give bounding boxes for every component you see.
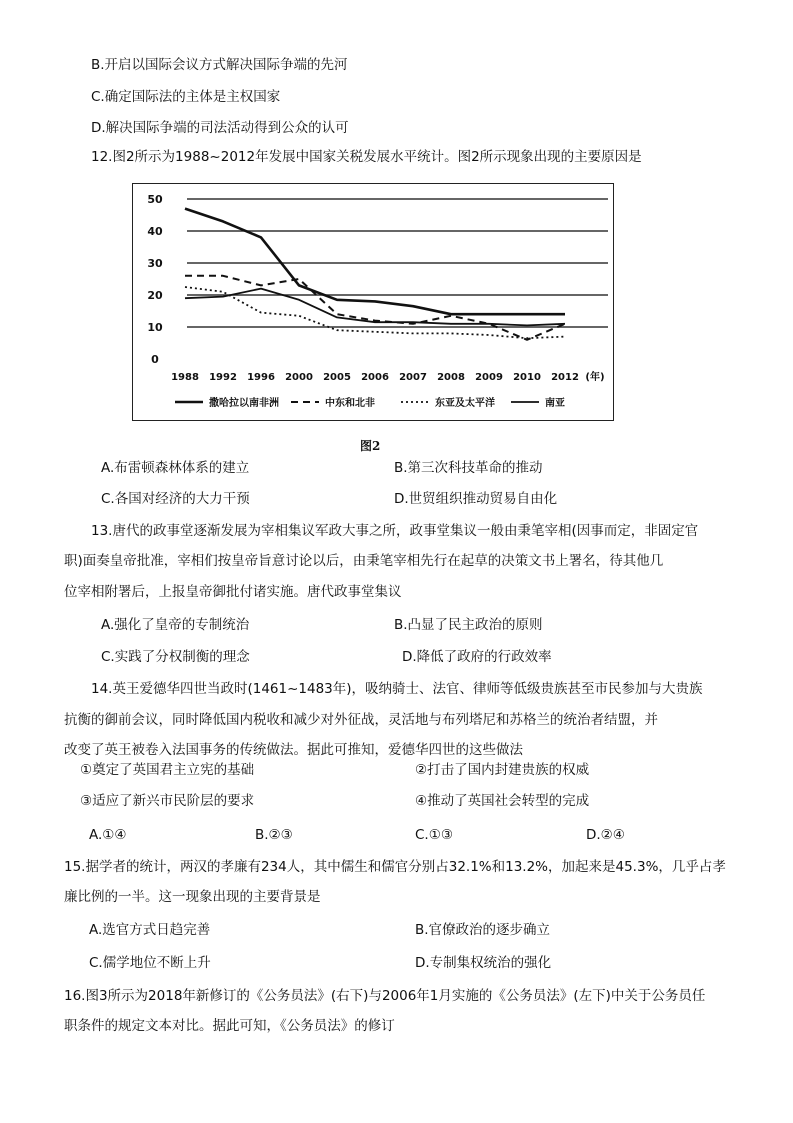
q14-option-c: C.①③ [415, 827, 453, 843]
x-tick-label: 2006 [361, 372, 389, 383]
q13-stem-line2: 职)面奏皇帝批准，宰相们按皇帝旨意讨论以后，由秉笔宰相先行在起草的决策文书上署名，待其他几 [64, 553, 664, 569]
q14-stem-line1: 14.英王爱德华四世当政时(1461~1483年)，吸纳骑士、法官、律师等低级贵族甚至市民参加与大贵族 [91, 681, 703, 697]
x-tick-label: 2008 [437, 372, 465, 383]
q15-option-c: C.儒学地位不断上升 [89, 955, 211, 971]
y-tick-label: 30 [147, 257, 163, 270]
q13-stem-line1: 13.唐代的政事堂逐渐发展为宰相集议军政大事之所，政事堂集议一般由秉笔宰相(因事而定，非固定官 [91, 523, 699, 539]
x-tick-label: 2005 [323, 372, 351, 383]
q11-option-d: D.解决国际争端的司法活动得到公众的认可 [91, 120, 349, 136]
q15-option-a: A.选官方式日趋完善 [89, 922, 211, 938]
q13-option-d: D.降低了政府的行政效率 [402, 649, 552, 665]
q13-option-a: A.强化了皇帝的专制统治 [101, 617, 250, 633]
x-tick-label: 2010 [513, 372, 541, 383]
q12-option-c: C.各国对经济的大力干预 [101, 491, 250, 507]
q11-option-c: C.确定国际法的主体是主权国家 [91, 89, 281, 105]
q14-option-b: B.②③ [255, 827, 293, 843]
q15-option-b: B.官僚政治的逐步确立 [415, 922, 551, 938]
legend-label: 南亚 [545, 398, 565, 409]
chart-canvas [133, 184, 612, 419]
figure-caption: 图2 [360, 439, 381, 453]
q14-stem-line2: 抗衡的御前会议，同时降低国内税收和减少对外征战，灵活地与布列塔尼和苏格兰的统治者结盟，并 [64, 712, 658, 728]
x-axis-unit: (年) [585, 372, 605, 383]
q14-statement-3: ③适应了新兴市民阶层的要求 [80, 793, 255, 809]
q11-option-b: B.开启以国际会议方式解决国际争端的先河 [91, 57, 348, 73]
q12-option-a: A.布雷顿森林体系的建立 [101, 460, 250, 476]
q15-stem-line2: 廉比例的一半。这一现象出现的主要背景是 [64, 889, 321, 905]
q14-statement-2: ②打击了国内封建贵族的权威 [415, 762, 590, 778]
x-tick-label: 1996 [247, 372, 275, 383]
series-line-1 [185, 276, 565, 340]
q14-statement-1: ①奠定了英国君主立宪的基础 [80, 762, 255, 778]
x-tick-label: 1992 [209, 372, 237, 383]
y-tick-label: 20 [147, 289, 163, 302]
q16-stem-line1: 16.图3所示为2018年新修订的《公务员法》(右下)与2006年1月实施的《公务员法》(左下)中关于公务员任 [64, 988, 706, 1004]
q13-option-b: B.凸显了民主政治的原则 [394, 617, 543, 633]
q14-stem-line3: 改变了英王被卷入法国事务的传统做法。据此可推知，爱德华四世的这些做法 [64, 742, 523, 758]
tariff-line-chart [132, 183, 614, 421]
legend-label: 东亚及太平洋 [435, 398, 495, 409]
q12-stem: 12.图2所示为1988~2012年发展中国家关税发展水平统计。图2所示现象出现的主要原因是 [91, 149, 642, 165]
x-tick-label: 2000 [285, 372, 313, 383]
y-tick-label: 50 [147, 193, 163, 206]
x-tick-label: 2007 [399, 372, 427, 383]
q12-option-d: D.世贸组织推动贸易自由化 [394, 491, 558, 507]
y-tick-label: 40 [147, 225, 163, 238]
y-tick-label: 0 [151, 353, 159, 366]
legend-label: 中东和北非 [325, 398, 375, 409]
q14-option-d: D.②④ [586, 827, 625, 843]
q13-option-c: C.实践了分权制衡的理念 [101, 649, 250, 665]
q14-statement-4: ④推动了英国社会转型的完成 [415, 793, 590, 809]
x-tick-label: 2012 [551, 372, 579, 383]
x-tick-label: 2009 [475, 372, 503, 383]
x-tick-label: 1988 [171, 372, 199, 383]
y-tick-label: 10 [147, 321, 163, 334]
q12-option-b: B.第三次科技革命的推动 [394, 460, 543, 476]
series-line-0 [185, 209, 565, 315]
q15-stem-line1: 15.据学者的统计，两汉的孝廉有234人，其中儒生和儒官分别占32.1%和13.2%，加起来是45.3%，几乎占孝 [64, 859, 726, 875]
q16-stem-line2: 职条件的规定文本对比。据此可知，《公务员法》的修订 [64, 1018, 395, 1034]
q13-stem-line3: 位宰相附署后，上报皇帝御批付诸实施。唐代政事堂集议 [64, 584, 402, 600]
q14-option-a: A.①④ [89, 827, 127, 843]
legend-label: 撒哈拉以南非洲 [209, 398, 279, 409]
q15-option-d: D.专制集权统治的强化 [415, 955, 552, 971]
